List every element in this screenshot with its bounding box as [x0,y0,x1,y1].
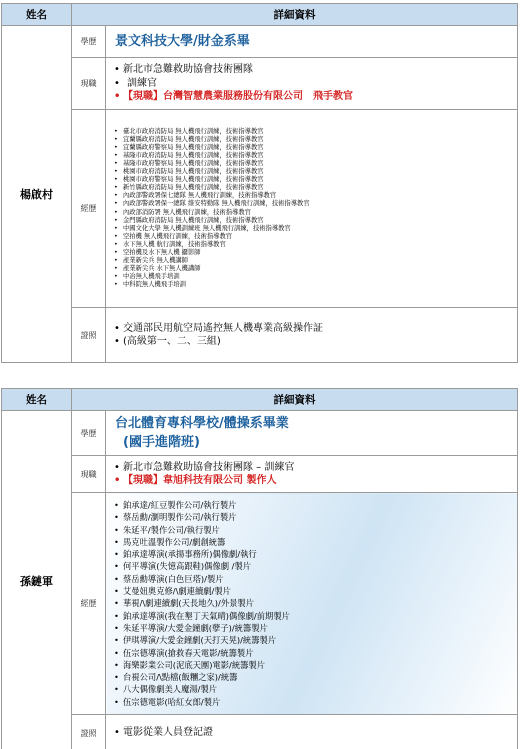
experience-item: • 基隆市政府消防局 無人機飛行訓練，技術指導教官 [114,152,509,160]
license-row [2,308,518,363]
experience-item: • 伊琪導演/大愛金鐘劇(天打天晃)/統籌製片 [114,634,509,646]
experience-item: • 鉑承達導演(承揚事務所)偶像劇/執行 [114,548,509,560]
experience-item: • 桃園市政府消防局 無人機飛行訓練，技術指導教官 [114,168,509,176]
experience-list [114,128,509,289]
education-label: 學歷 [72,411,106,456]
experience-item: • 海樂影業公司(泥底天團)電影/統籌製片 [114,659,509,671]
experience-item: • 八大偶像劇美人魔湯/製片 [114,683,509,695]
education-row [2,26,518,58]
experience-item: • 朱延平/製作公司/執行製片 [114,524,509,536]
experience-cell [106,493,518,715]
header-name: 姓名 [2,389,72,411]
experience-item: • 中國文化大學 無人機訓練班 無人機飛行訓練，技術指導教官 [114,225,509,233]
experience-cell [106,110,518,308]
experience-item: • 何平導演(失憶高跟鞋)偶像劇 /製片 [114,560,509,572]
person-name: 孫鏈軍 [2,411,72,749]
experience-item: • 伍宗德導演(搶救春天電影/統籌製片 [114,647,509,659]
current-label: 現職 [72,456,106,493]
license-label: 證照 [72,715,106,749]
experience-item: • 金門縣政府消防局 無人機飛行訓練，技術指導教官 [114,217,509,225]
experience-item: • 艾曼妞奧克修/\劇連續劇/製片 [114,585,509,597]
license-item: • 交通部民用航空局遙控無人機專業高級操作証 [114,322,509,336]
current-row [2,456,518,493]
license-item-cont: • (高級第一、二、三組) [114,335,509,349]
current-item: • 新北市急難救助協會技術團隊 – 訓練官 [114,461,509,475]
license-cell [106,308,518,363]
experience-item: • 中冶無人機飛手培訓 [114,273,509,281]
person-name: 楊啟村 [2,26,72,363]
table-header [2,4,518,26]
education-label: 學歷 [72,26,106,58]
current-highlight: • 【現職】台灣智慧農業服務股份有限公司 飛手教官 [114,90,509,104]
current-highlight: • 【現職】韋旭科技有限公司 製作人 [114,474,509,488]
education-value: 台北體育專科學校/體操系畢業 [115,416,289,431]
current-item: • 新北市急難救助協會技術團隊 [114,63,509,77]
table-header [2,389,518,411]
current-row [2,58,518,110]
experience-label: 經歷 [72,110,106,308]
current-cell [106,58,518,110]
experience-item: • 宜蘭縣政府警察局 無人機飛行訓練，技術指導教官 [114,144,509,152]
experience-item: • 台視公司/\點檔(飯糰之家)/統籌 [114,671,509,683]
experience-item: • 水下無人機 航行訓練，技術指導教官 [114,241,509,249]
experience-item: • 空拍機 無人機飛行訓練，技術指導教官 [114,233,509,241]
experience-item: • 臺北市政府消防局 無人機飛行訓練，技術指導教官 [114,128,509,136]
header-detail: 詳細資料 [72,389,518,411]
profile-table-2 [1,388,518,749]
experience-item: • 空拍機及水下無人機 攝影師 [114,249,509,257]
current-label: 現職 [72,58,106,110]
current-cell [106,456,518,493]
license-cell [106,715,518,749]
profile-table-1 [1,3,518,363]
license-item: • 電影從業人員登記證 [114,726,509,740]
header-detail: 詳細資料 [72,4,518,26]
experience-item: • 鉑承達/紅豆製作公司/執行製片 [114,499,509,511]
experience-item: • 產業新尖兵 無人機講師 [114,257,509,265]
education-value-cont: (國手進階班) [123,435,200,450]
experience-item: • 產業新尖兵 水下無人機講師 [114,265,509,273]
experience-item: • 蔡岳勳導演(白色巨塔)/製片 [114,573,509,585]
experience-item: • 華視/\劇連續劇(天長地久)/外景製片 [114,597,509,609]
header-name: 姓名 [2,4,72,26]
experience-item: • 宜蘭縣政府消防局 無人機飛行訓練，技術指導教官 [114,136,509,144]
experience-list [114,499,509,708]
experience-row [2,110,518,308]
experience-label: 經歷 [72,493,106,715]
experience-item: • 內政部消防署 無人機飛行訓練，技術指導教官 [114,209,509,217]
experience-row [2,493,518,715]
experience-item: • 桃園市政府警察局 無人機飛行訓練，技術指導教官 [114,176,509,184]
education-value: 景文科技大學/財金系畢 [106,26,518,58]
experience-item: • 中科院無人機飛手培訓 [114,281,509,289]
current-item-cont: • 訓練官 [114,77,509,91]
experience-item: • 朱延平導演/大愛金鐘劇(孽子)/統籌製片 [114,622,509,634]
experience-item: • 伍宗德電影(哈紅女郎/製片 [114,696,509,708]
education-cell [106,411,518,456]
experience-item: • 新竹縣政府消防局 無人機飛行訓練，技術指導教官 [114,184,509,192]
license-row [2,715,518,749]
education-row [2,411,518,456]
experience-item: • 蔡岳勳/瀏明製作公司/執行製片 [114,511,509,523]
experience-item: • 馬克吐溫製作公司/劇創統籌 [114,536,509,548]
experience-item: • 內政部警政署保七總隊 無人機飛行訓練，技術指導教官 [114,192,509,200]
experience-item: • 基隆市政府警察局 無人機飛行訓練，技術指導教官 [114,160,509,168]
license-label: 證照 [72,308,106,363]
experience-item: • 內政部警政署保一總隊 維安特勤隊 無人機飛行訓練，技術指導教官 [114,200,509,208]
experience-item: • 鉑承達導演(我在墾丁天氣晴)偶像劇/前期製片 [114,610,509,622]
